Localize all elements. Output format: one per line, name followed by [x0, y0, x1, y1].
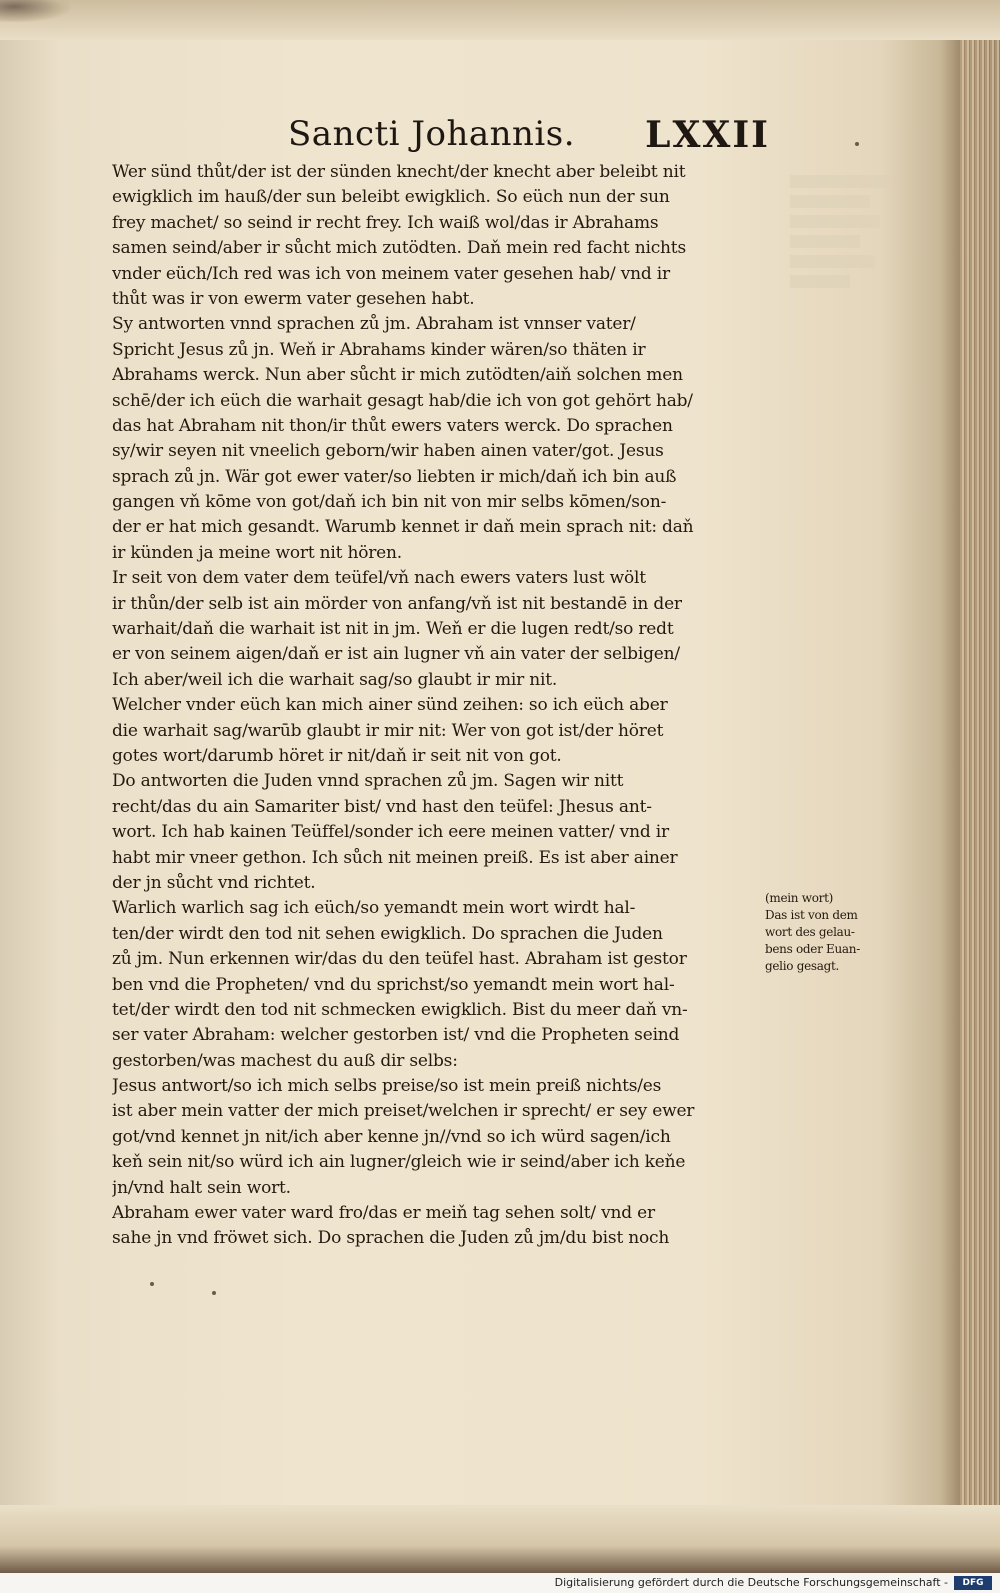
gloss-line: bens oder Euan- — [765, 942, 860, 956]
text-line: tet/der wirdt den tod nit schmecken ewigklich. Bist du meer daň vn- — [112, 999, 688, 1020]
corner-stain — [0, 0, 70, 22]
gloss-line: Das ist von dem — [765, 908, 858, 922]
text-line: sy/wir seyen nit vneelich geborn/wir haben ainen vater/got. Jesus — [112, 441, 664, 462]
text-line: das hat Abraham nit thon/ir thůt ewers vaters werck. Do sprachen — [112, 415, 673, 436]
digitization-footer — [0, 1573, 1000, 1593]
text-line: Ich aber/weil ich die warhait sag/so glaubt ir mir nit. — [112, 669, 558, 690]
text-line: gotes wort/darumb höret ir nit/daň ir seit nit von got. — [112, 745, 562, 766]
gloss-line: (mein wort) — [765, 891, 833, 905]
text-line: der jn sůcht vnd richtet. — [112, 872, 316, 893]
text-line: der er hat mich gesandt. Warumb kennet ir daň mein sprach nit: daň — [112, 517, 694, 538]
text-line: jn/vnd halt sein wort. — [112, 1177, 291, 1198]
text-line: sahe jn vnd fröwet sich. Do sprachen die Juden zů jm/du bist noch — [112, 1228, 670, 1249]
text-line: Abraham ewer vater ward fro/das er meiň tag sehen solt/ vnd er — [112, 1203, 655, 1224]
dfg-logo: DFG — [954, 1576, 992, 1590]
text-line: schē/der ich eüch die warhait gesagt hab/die ich von got gehört hab/ — [112, 390, 693, 411]
ink-speck — [855, 142, 859, 146]
gloss-line: wort des gelau- — [765, 925, 855, 939]
funding-credit: Digitalisierung gefördert durch die Deutsche Forschungsgemeinschaft - — [554, 1576, 948, 1589]
text-line: Warlich warlich sag ich eüch/so yemandt mein wort wirdt hal- — [112, 898, 636, 919]
gloss-line: gelio gesagt. — [765, 959, 840, 973]
text-line: frey machet/ so seind ir recht frey. Ich waiß wol/das ir Abrahams — [112, 212, 659, 233]
text-line: gangen vň kōme von got/daň ich bin nit von mir selbs kōmen/son- — [112, 492, 667, 513]
text-line: Ir seit von dem vater dem teüfel/vň nach ewers vaters lust wölt — [112, 568, 646, 589]
text-line: got/vnd kennet jn nit/ich aber kenne jn//vnd so ich würd sagen/ich — [112, 1126, 671, 1147]
show-through-text — [790, 175, 890, 295]
text-line: vnder eüch/Ich red was ich von meinem vater gesehen hab/ vnd ir — [112, 263, 670, 284]
running-head: Sancti Johannis. — [288, 114, 576, 154]
text-line: Spricht Jesus zů jn. Weň ir Abrahams kinder wären/so thäten ir — [112, 339, 646, 360]
page-header — [280, 112, 770, 158]
text-line: recht/das du ain Samariter bist/ vnd hast den teüfel: Jhesus ant- — [112, 796, 652, 817]
text-line: ir künden ja meine wort nit hören. — [112, 542, 402, 563]
folio-number: LXXII — [645, 114, 770, 156]
body-text — [112, 160, 762, 1252]
text-line: zů jm. Nun erkennen wir/das du den teüfel hast. Abraham ist gestor — [112, 949, 687, 970]
top-page-shadow — [0, 0, 1000, 40]
text-line: er von seinem aigen/daň er ist ain lugner vň ain vater der selbigen/ — [112, 644, 680, 665]
ink-speck — [150, 1282, 154, 1286]
text-line: samen seind/aber ir sůcht mich zutödten. Daň mein red facht nichts — [112, 238, 686, 259]
text-line: Welcher vnder eüch kan mich ainer sünd zeihen: so ich eüch aber — [112, 695, 668, 716]
text-line: ir thůn/der selb ist ain mörder von anfang/vň ist nit bestandē in der — [112, 593, 682, 614]
book-page-edges — [960, 40, 1000, 1520]
text-line: die warhait sag/warūb glaubt ir mir nit: Wer von got ist/der höret — [112, 720, 664, 741]
text-line: wort. Ich hab kainen Teüffel/sonder ich eere meinen vatter/ vnd ir — [112, 822, 669, 843]
text-line: Abrahams werck. Nun aber sůcht ir mich zutödten/aiň solchen men — [112, 365, 683, 386]
text-line: sprach zů jn. Wär got ewer vater/so liebten ir mich/daň ich bin auß — [112, 466, 677, 487]
marginal-gloss — [765, 890, 895, 975]
text-line: keň sein nit/so würd ich ain lugner/gleich wie ir seind/aber ich keňe — [112, 1152, 686, 1173]
text-line: Do antworten die Juden vnnd sprachen zů jm. Sagen wir nitt — [112, 771, 624, 792]
text-line: ser vater Abraham: welcher gestorben ist/ vnd die Propheten seind — [112, 1025, 680, 1046]
text-line: Jesus antwort/so ich mich selbs preise/so ist mein preiß nichts/es — [112, 1076, 662, 1097]
text-line: Wer sünd thůt/der ist der sünden knecht/der knecht aber beleibt nit — [112, 162, 686, 182]
text-line: warhait/daň die warhait ist nit in jm. Weň er die lugen redt/so redt — [112, 619, 674, 640]
text-line: ewigklich im hauß/der sun beleibt ewigklich. So eüch nun der sun — [112, 187, 670, 208]
text-line: gestorben/was machest du auß dir selbs: — [112, 1050, 458, 1071]
text-line: ten/der wirdt den tod nit sehen ewigklich. Do sprachen die Juden — [112, 923, 663, 944]
text-line: habt mir vneer gethon. Ich sůch nit meinen preiß. Es ist aber ainer — [112, 847, 678, 868]
text-line: ist aber mein vatter der mich preiset/welchen ir sprecht/ er sey ewer — [112, 1101, 695, 1122]
text-line: thůt was ir von ewerm vater gesehen habt. — [112, 288, 475, 309]
text-line: Sy antworten vnnd sprachen zů jm. Abraham ist vnnser vater/ — [112, 314, 636, 335]
ink-speck — [212, 1291, 216, 1295]
text-line: ben vnd die Propheten/ vnd du sprichst/so yemandt mein wort hal- — [112, 974, 675, 995]
bottom-page-shadow — [0, 1505, 1000, 1573]
